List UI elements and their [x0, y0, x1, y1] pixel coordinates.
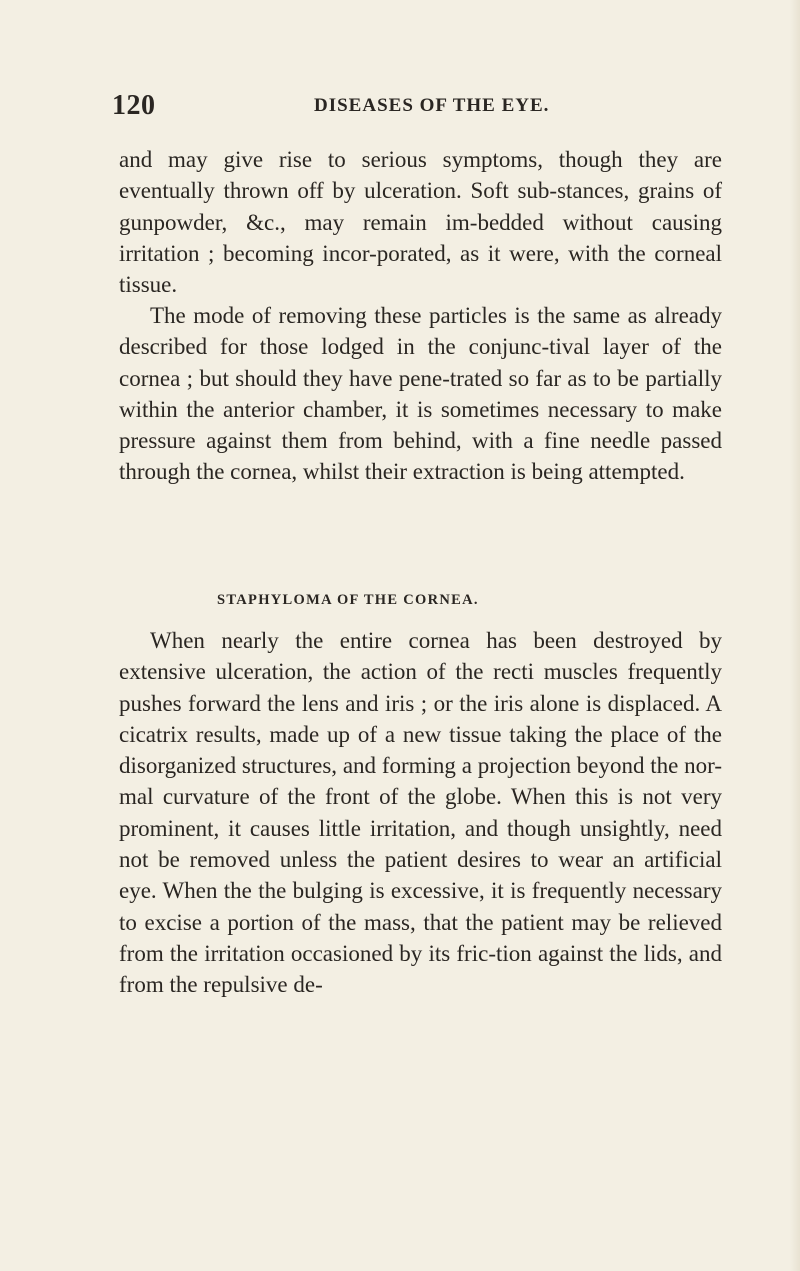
paragraph-continued — [119, 144, 722, 300]
page-edge-shadow — [790, 0, 800, 1271]
header-title: DISEASES OF THE EYE. — [314, 95, 550, 116]
paragraph-text: and may give rise to serious symptoms, though they are eventually thrown off by ulceration. Soft sub-stances, grains of gunpowder, &c., may remain im-bedded without causing irritation ; becoming incor-porated, as it were, with the corneal tissue. — [119, 147, 722, 298]
paragraph-staphyloma — [119, 625, 722, 1001]
paragraph-text: The mode of removing these particles is the same as already described for those lodged in the conjunc-tival layer of the cornea ; but should they have pene-trated so far as to be partially within the anterior chamber, it is sometimes necessary to make pressure against them from behind, with a fine needle passed through the cornea, whilst their extraction is being attempted. — [119, 303, 722, 485]
paragraph-text: When nearly the entire cornea has been destroyed by extensive ulceration, the action of the recti muscles frequently pushes forward the lens and iris ; or the iris alone is displaced. A cicatrix results, made up of a new tissue taking the place of the disorganized structures, and forming a projection beyond the nor-mal curvature of the front of the globe. When this is not very prominent, it causes little irritation, and though unsightly, need not be removed unless the patient desires to wear an artificial eye. When the the bulging is excessive, it is frequently necessary to excise a portion of the mass, that the patient may be relieved from the irritation occasioned by its fric-tion against the lids, and from the repulsive de- — [119, 628, 722, 998]
section-heading: STAPHYLOMA OF THE CORNEA. — [217, 592, 479, 608]
page-number: 120 — [112, 90, 156, 121]
paragraph-removal — [119, 300, 722, 488]
running-head — [112, 90, 722, 122]
